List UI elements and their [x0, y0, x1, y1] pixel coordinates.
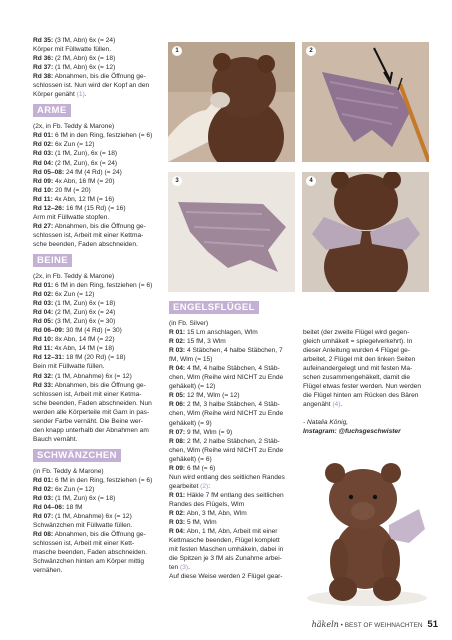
- row-text: 4x Abn, 12 fM (= 16): [52, 195, 115, 203]
- instruction-line: [33, 476, 163, 485]
- row-text: (1 fM, Zun) 6x (= 18): [53, 495, 116, 503]
- row-text-end: .: [84, 91, 87, 99]
- section-heading-beine: BEINE: [33, 254, 72, 267]
- instruction-line: [303, 364, 430, 373]
- row-text: angenäht: [303, 401, 333, 409]
- row-text: Körper mit Füllwatte füllen.: [33, 46, 112, 54]
- row-text: (1 fM, Abnahme) 6x (= 12): [53, 372, 132, 380]
- instruction-line: [169, 509, 295, 518]
- instruction-line: [169, 536, 295, 545]
- row-text: (1 fM, Abn) 6x (= 12): [53, 64, 116, 72]
- instruction-line: [33, 485, 163, 494]
- row-text: Häkle 7 fM entlang des seitlichen: [185, 491, 284, 499]
- instruction-line: [33, 149, 163, 158]
- row-label: R 04:: [169, 528, 186, 536]
- instruction-line: [33, 426, 163, 435]
- instruction-line: [303, 328, 430, 337]
- row-text: 6 fM in den Ring, festziehen (= 6): [53, 282, 153, 290]
- left-column: [33, 36, 163, 575]
- instruction-line: [33, 417, 163, 426]
- teddy-with-hand-image: [168, 42, 295, 162]
- row-text: chen, Wlm (Reihe wird NICHT zu Ende: [169, 374, 284, 382]
- photo-number-1: 1: [172, 46, 182, 56]
- middle-column: [169, 301, 295, 581]
- instruction-line: [33, 290, 163, 299]
- row-text: werden alle Körperteile mit Garn in pas-: [33, 408, 150, 416]
- instruction-line: [33, 195, 163, 204]
- instruction-line: [33, 566, 163, 575]
- instruction-line: [169, 563, 295, 572]
- row-text: gehäkelt) (= 6): [169, 455, 212, 463]
- row-label: Rd 37:: [33, 64, 54, 72]
- row-text: sender Farbe vernäht. Die Beine wer-: [33, 417, 143, 425]
- instruction-line: [33, 557, 163, 566]
- credit: [303, 418, 430, 436]
- row-label: Rd 09:: [33, 177, 54, 185]
- engelsfluegel-continuation: [303, 328, 430, 409]
- instruction-line: [169, 364, 295, 373]
- row-label: R 04:: [169, 365, 186, 373]
- row-text: (1 fM, Zun) 6x (= 18): [53, 300, 116, 308]
- step-photo-3: [168, 172, 295, 292]
- step-photo-2: [302, 42, 429, 162]
- row-label: Rd 12–31:: [33, 354, 65, 362]
- instruction-line: [33, 81, 163, 90]
- crochet-wing-in-progress-image: [302, 42, 429, 162]
- instruction-line: [33, 372, 163, 381]
- row-text: Nun wird entlang des seitlichen Randes: [169, 473, 285, 481]
- instruction-line: [169, 355, 295, 364]
- instruction-line: [33, 362, 163, 371]
- row-label: Rd 33:: [33, 381, 54, 389]
- row-label: Rd 36:: [33, 55, 54, 63]
- instruction-line: [33, 548, 163, 557]
- row-text: 6 fM (= 6): [185, 464, 216, 472]
- row-text: die Flügel hinten am Rücken des Bären: [303, 392, 419, 400]
- row-text: (2 fM, Zun) 6x (= 24): [53, 309, 116, 317]
- row-text: (2 fM, Abn) 6x (= 18): [53, 55, 116, 63]
- credit-instagram: Instagram: @fuchsgeschwister: [303, 428, 401, 436]
- magazine-brand: häkeln: [311, 620, 339, 629]
- instruction-line: [169, 319, 295, 328]
- row-text: 24 fM (4 Rd) (= 24): [64, 168, 122, 176]
- instruction-line: [303, 355, 430, 364]
- instruction-line: [33, 72, 163, 81]
- page-number: 51: [427, 619, 438, 630]
- row-label: Rd 32:: [33, 372, 54, 380]
- instruction-line: [169, 337, 295, 346]
- row-text: (in Fb. Silver): [169, 320, 209, 327]
- instruction-line: [169, 482, 295, 491]
- instruction-line: [33, 231, 163, 240]
- instruction-line: [169, 391, 295, 400]
- row-text: Schwänzchen mit Füllwatte füllen.: [33, 522, 133, 530]
- row-label: R 09:: [169, 464, 186, 472]
- row-text: 16 fM (15 Rd) (= 16): [64, 204, 126, 212]
- instruction-line: [169, 455, 295, 464]
- row-text: 9 fM, Wlm (= 9): [185, 428, 233, 436]
- row-text: Abn, 3 fM, Abn, Wlm: [185, 509, 247, 517]
- instruction-line: [303, 400, 430, 409]
- row-text: 15 fM, 3 Wlm: [185, 338, 226, 346]
- row-label: Rd 02:: [33, 485, 54, 493]
- row-label: R 03:: [169, 347, 186, 355]
- row-text: Abn, 1 fM, Abn, Arbeit mit einer: [185, 528, 278, 536]
- instruction-line: [169, 527, 295, 536]
- instruction-line: [33, 335, 163, 344]
- instruction-line: [169, 545, 295, 554]
- row-text: ten: [169, 564, 180, 572]
- row-text: 18 fM (20 Rd) (= 18): [64, 354, 126, 362]
- credit-author: - Natalia König,: [303, 419, 349, 427]
- photo-reference: (3): [180, 564, 189, 572]
- row-label: R 01:: [169, 329, 186, 337]
- row-text: 6 fM in den Ring, festziehen (= 6): [53, 132, 153, 140]
- row-label: Rd 01:: [33, 476, 54, 484]
- row-text: Randes des Flügels, Wlm: [169, 500, 245, 508]
- instruction-line: [33, 494, 163, 503]
- instruction-line: [169, 491, 295, 500]
- beine-instructions: [33, 272, 163, 444]
- row-text: Bauch vernäht.: [33, 435, 78, 443]
- row-label: Rd 12–26:: [33, 204, 65, 212]
- instruction-line: [33, 317, 163, 326]
- row-text: die Spitzen je 3 fM als Zunahme arbei-: [169, 555, 282, 563]
- instruction-line: [33, 140, 163, 149]
- row-text: gleich umhäkelt = spiegelverkehrt). In: [303, 338, 413, 346]
- row-label: Rd 01:: [33, 282, 54, 290]
- row-text: (1 fM, Abnahme) 6x (= 12): [53, 513, 132, 521]
- photo-reference: (4): [332, 401, 341, 409]
- row-text: (3 fM, Abn) 6x (= 24): [53, 37, 116, 44]
- instruction-line: [33, 272, 163, 281]
- row-text: 2 fM, 3 halbe Stäbchen, 4 Stäb-: [185, 401, 280, 409]
- section-heading-arme: ARME: [33, 104, 71, 117]
- row-text: masche beenden, Faden abschneiden.: [33, 549, 148, 557]
- instruction-line: [33, 186, 163, 195]
- instruction-line: [33, 399, 163, 408]
- instruction-line: [169, 400, 295, 409]
- instruction-line: [169, 346, 295, 355]
- row-text: gearbeitet: [169, 482, 201, 490]
- row-label: R 02:: [169, 338, 186, 346]
- engelsfluegel-instructions: [169, 319, 295, 581]
- photo-reference: (2): [200, 482, 209, 490]
- instruction-line: [33, 326, 163, 335]
- row-text-end: .: [340, 401, 343, 409]
- row-text: gehäkelt) (= 9): [169, 419, 212, 427]
- instruction-line: [33, 122, 163, 131]
- row-text: Arm mit Füllwatte stopfen.: [33, 213, 110, 221]
- instruction-line: [33, 530, 163, 539]
- row-label: Rd 05:: [33, 318, 54, 326]
- instruction-line: [169, 428, 295, 437]
- row-text: Abnahmen, bis die Öffnung ge-: [53, 222, 146, 230]
- instruction-line: [303, 337, 430, 346]
- row-text: 6x Zun (= 12): [53, 141, 95, 149]
- section-heading-engelsfluegel: ENGELSFLÜGEL: [169, 301, 259, 314]
- instruction-line: [303, 373, 430, 382]
- instruction-line: [33, 63, 163, 72]
- instruction-line: [33, 54, 163, 63]
- instruction-line: [33, 240, 163, 249]
- instruction-line: [169, 500, 295, 509]
- row-text: dieser Anleitung wurden 4 Flügel ge-: [303, 347, 411, 355]
- instruction-line: [169, 446, 295, 455]
- row-label: Rd 07:: [33, 513, 54, 521]
- row-label: Rd 11:: [33, 345, 53, 353]
- row-label: R 07:: [169, 428, 186, 436]
- pattern-continuation: [33, 36, 163, 99]
- instruction-line: [33, 177, 163, 186]
- row-text: 6 fM in den Ring, festziehen (= 6): [53, 476, 153, 484]
- instruction-line: [33, 204, 163, 213]
- row-text: (2 fM, Zun), 6x (= 24): [53, 159, 118, 167]
- instruction-line: [33, 521, 163, 530]
- row-text: (in Fb. Teddy & Marone): [33, 467, 104, 475]
- row-text: Kettmasche beenden, Flügel komplett: [169, 537, 280, 545]
- instruction-line: [33, 344, 163, 353]
- row-label: Rd 11:: [33, 195, 53, 203]
- instruction-line: [33, 390, 163, 399]
- row-text: 6x Zun (= 12): [53, 485, 95, 493]
- instruction-line: [169, 382, 295, 391]
- row-label: Rd 02:: [33, 141, 54, 149]
- row-label: Rd 04:: [33, 309, 54, 317]
- instruction-line: [169, 554, 295, 563]
- row-text: (2x, in Fb. Teddy & Marone): [33, 272, 115, 280]
- instruction-line: [33, 539, 163, 548]
- right-column: [303, 328, 430, 437]
- row-text: sche beenden, Faden abschneiden.: [33, 240, 138, 248]
- instruction-line: [33, 131, 163, 140]
- step-photo-1: [168, 42, 295, 162]
- instruction-line: [33, 353, 163, 362]
- instruction-line: [33, 45, 163, 54]
- row-text: schlossen ist, Arbeit mit einer Kettma-: [33, 231, 144, 239]
- row-label: R 05:: [169, 392, 186, 400]
- instruction-line: [169, 572, 295, 581]
- row-text: Abnahmen, bis die Öffnung ge-: [53, 381, 146, 389]
- row-text: 4 Stäbchen, 4 halbe Stäbchen, 7: [185, 347, 283, 355]
- row-text: Bein mit Füllwatte füllen.: [33, 363, 105, 371]
- instruction-line: [33, 512, 163, 521]
- row-text-end: .: [188, 564, 190, 572]
- row-label: R 08:: [169, 437, 186, 445]
- row-text: beitet (der zweite Flügel wird gegen-: [303, 329, 410, 336]
- arme-instructions: [33, 122, 163, 249]
- instruction-line: [33, 467, 163, 476]
- row-text: schlossen ist, Arbeit mit einer Ketma-: [33, 390, 142, 398]
- row-label: Rd 03:: [33, 300, 54, 308]
- row-label: Rd 04:: [33, 159, 54, 167]
- row-text: 6x Zun (= 12): [53, 291, 95, 299]
- row-text: Auf diese Weise werden 2 Flügel gear-: [169, 573, 283, 581]
- row-text: gehäkelt) (= 12): [169, 383, 216, 391]
- instruction-line: [169, 464, 295, 473]
- photo-number-3: 3: [172, 176, 182, 186]
- instruction-line: [303, 346, 430, 355]
- row-text: 5 fM, Wlm: [185, 519, 217, 527]
- row-text: 30 fM (4 Rd) (= 30): [64, 327, 122, 335]
- photo-number-2: 2: [306, 46, 316, 56]
- row-text: Flügel etwas fester werden. Nun werden: [303, 383, 422, 391]
- row-text: fM, Wlm (= 15): [169, 356, 213, 364]
- row-label: R 02:: [169, 509, 186, 517]
- row-text: mit festen Maschen umhäkeln, dabei in: [169, 546, 284, 554]
- finished-teddy-photo: [303, 443, 430, 607]
- row-label: R 06:: [169, 401, 186, 409]
- row-text: schen zusammengehäkelt, damit die: [303, 374, 411, 382]
- instruction-line: [169, 437, 295, 446]
- instruction-line: [169, 518, 295, 527]
- row-text: 4 fM, 4 halbe Stäbchen, 4 Stäb-: [185, 365, 280, 373]
- row-label: Rd 08:: [33, 531, 54, 539]
- instruction-line: [33, 213, 163, 222]
- section-heading-schwaenzchen: SCHWÄNZCHEN: [33, 449, 121, 462]
- row-label: Rd 38:: [33, 73, 54, 81]
- row-text: den knapp unterhalb der Abnahmen am: [33, 426, 149, 434]
- row-label: Rd 10:: [33, 186, 54, 194]
- row-label: Rd 02:: [33, 291, 54, 299]
- row-text: vernähen.: [33, 567, 63, 575]
- row-text: Abnahmen, bis die Öffnung ge-: [53, 73, 146, 81]
- row-label: Rd 01:: [33, 132, 54, 140]
- row-text: (3 fM, Zun) 6x (= 30): [53, 318, 116, 326]
- row-label: Rd 03:: [33, 495, 54, 503]
- row-text: 15 Lm anschlagen, Wlm: [185, 329, 258, 337]
- row-text-end: :: [208, 482, 211, 490]
- row-text: schlossen ist, Arbeit mit einer Kett-: [33, 540, 135, 548]
- row-text: 12 fM, Wlm (= 12): [185, 392, 240, 400]
- instruction-line: [33, 299, 163, 308]
- instruction-line: [33, 222, 163, 231]
- instruction-line: [303, 391, 430, 400]
- row-label: Rd 10:: [33, 336, 54, 344]
- instruction-line: [33, 168, 163, 177]
- row-label: Rd 27:: [33, 222, 54, 230]
- instruction-line: [33, 90, 163, 99]
- row-text: sche beenden, Faden abschneiden. Nun: [33, 399, 152, 407]
- instruction-line: [33, 381, 163, 390]
- magazine-issue: • BEST OF WEIHNACHTEN: [340, 622, 423, 629]
- row-label: Rd 03:: [33, 150, 54, 158]
- row-text: chen, Wlm (Reihe wird NICHT zu Ende: [169, 410, 284, 418]
- row-text: arbeitet, 2 Flügel mit den linken Seiten: [303, 356, 416, 364]
- page-footer: [312, 619, 438, 630]
- instruction-line: [33, 36, 163, 45]
- row-label: R 01:: [169, 491, 186, 499]
- instruction-line: [169, 419, 295, 428]
- instruction-line: [33, 281, 163, 290]
- step-photo-4: [302, 172, 429, 292]
- schwaenzchen-instructions: [33, 467, 163, 576]
- row-text: Schwänzchen hinten am Körper mittig: [33, 558, 145, 566]
- row-text: aufeinandergelegt und mit festen Ma-: [303, 365, 413, 373]
- row-text: 20 fM (= 20): [53, 186, 91, 194]
- row-text: 8x Abn, 14 fM (= 22): [53, 336, 115, 344]
- teddy-back-with-wings-image: [302, 172, 429, 292]
- instruction-line: [169, 373, 295, 382]
- photo-reference: (1): [76, 91, 85, 99]
- instruction-line: [33, 308, 163, 317]
- row-label: Rd 05–08:: [33, 168, 65, 176]
- row-label: Rd 04–06:: [33, 504, 65, 512]
- row-text: (2x, in Fb. Teddy & Marone): [33, 123, 115, 131]
- row-label: R 03:: [169, 519, 186, 527]
- instruction-line: [33, 159, 163, 168]
- instruction-line: [33, 435, 163, 444]
- row-text: Abnahmen, bis die Öffnung ge-: [53, 531, 146, 539]
- instruction-line: [303, 382, 430, 391]
- photo-number-4: 4: [306, 176, 316, 186]
- row-text: 18 fM: [64, 504, 83, 512]
- instruction-line: [169, 473, 295, 482]
- row-text: chen, Wlm (Reihe wird NICHT zu Ende: [169, 446, 284, 454]
- row-text: 4x Abn, 16 fM (= 20): [53, 177, 115, 185]
- instruction-line: [33, 408, 163, 417]
- row-label: Rd 06–09:: [33, 327, 65, 335]
- instruction-line: [169, 328, 295, 337]
- row-text: 4x Abn, 14 fM (= 18): [52, 345, 115, 353]
- row-text: 2 fM, 2 halbe Stäbchen, 2 Stäb-: [185, 437, 280, 445]
- finished-wing-image: [168, 172, 295, 292]
- instruction-line: [169, 409, 295, 418]
- row-text: schlossen ist. Nun wird der Kopf an den: [33, 82, 150, 90]
- row-label: Rd 35:: [33, 37, 54, 44]
- angel-teddy-image: [303, 443, 430, 607]
- row-text: (1 fM, Zun), 6x (= 18): [53, 150, 118, 158]
- row-text: Körper genäht: [33, 91, 77, 99]
- instruction-line: [33, 503, 163, 512]
